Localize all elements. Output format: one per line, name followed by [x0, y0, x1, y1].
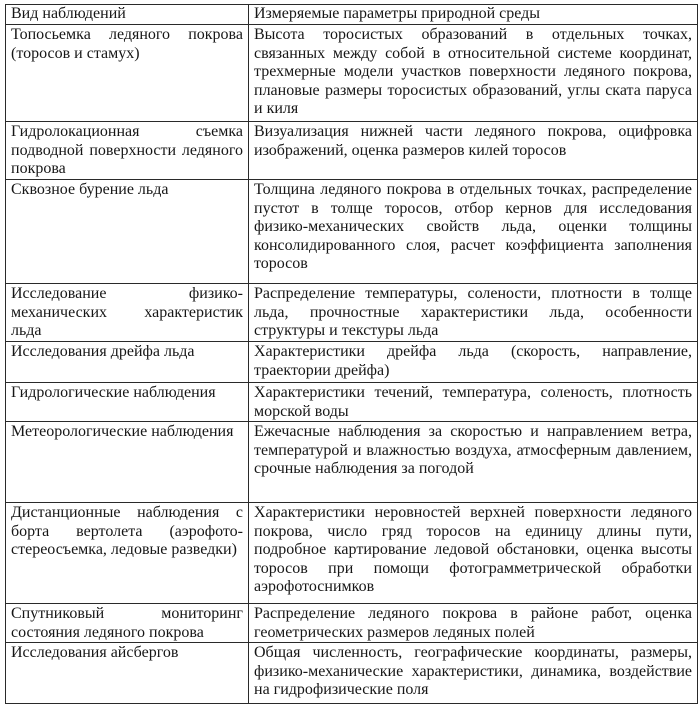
observation-type-cell: Метеорологические наблюдения [6, 422, 249, 503]
table-row [6, 383, 698, 422]
measured-params-cell: Характеристики дрейфа льда (скорость, направление, траектории дрейфа) [249, 342, 698, 383]
observation-type-cell: Исследования айсбергов [6, 643, 249, 704]
observation-type-cell: Исследования дрейфа льда [6, 342, 249, 383]
measured-params-cell: Высота торосистых образований в отдельных точках, связанных между собой в относительной системе координат, трехмерные модели участков поверхности ледяного покрова, плановые размеры торосистых образований, углы ската паруса и киля [249, 25, 698, 122]
observation-type-cell: Дистанционные наблюдения с борта вертолета (аэрофото-стереосъемка, ледовые разведки) [6, 503, 249, 604]
table-row [6, 25, 698, 122]
observation-type-cell: Спутниковый мониторинг состояния ледяного покрова [6, 604, 249, 643]
measured-params-cell: Распределение ледяного покрова в районе работ, оценка геометрических размеров ледяных полей [249, 604, 698, 643]
table-row [6, 422, 698, 503]
observation-type-cell: Сквозное бурение льда [6, 180, 249, 284]
observation-type-cell: Топосьемка ледяного покрова (торосов и стамух) [6, 25, 249, 122]
measured-params-cell: Ежечасные наблюдения за скоростью и направлением ветра, температурой и влажностью воздуха, атмосферным давлением, срочные наблюдения за погодой [249, 422, 698, 503]
table-row [6, 503, 698, 604]
observation-type-cell: Гидрологические наблюдения [6, 383, 249, 422]
observation-type-cell: Исследование физико-механических характеристик льда [6, 284, 249, 342]
table-row [6, 643, 698, 704]
measured-params-cell: Общая численность, географические координаты, размеры, физико-механические характеристики, динамика, воздействие на гидрофизические поля [249, 643, 698, 704]
header-measured-params: Измеряемые параметры природной среды [249, 5, 698, 25]
table-header-row [6, 5, 698, 25]
measured-params-cell: Визуализация нижней части ледяного покрова, оцифровка изображений, оценка размеров килей торосов [249, 122, 698, 180]
measured-params-cell: Толщина ледяного покрова в отдельных точках, распределение пустот в толще торосов, отбор кернов для исследования физико-механических свойств льда, оценки толщины консолидированного слоя, расчет коэффициента заполнения торосов [249, 180, 698, 284]
measured-params-cell: Характеристики неровностей верхней поверхности ледяного покрова, число гряд торосов на единицу длины пути, подробное картирование ледовой обстановки, оценка высоты торосов при помощи фотограмметрической обработки аэрофотоснимков [249, 503, 698, 604]
table-row [6, 604, 698, 643]
table-row [6, 342, 698, 383]
observation-type-cell: Гидролокационная съемка подводной поверхности ледяного покрова [6, 122, 249, 180]
header-observation-type: Вид наблюдений [6, 5, 249, 25]
table-row [6, 180, 698, 284]
measured-params-cell: Характеристики течений, температура, соленость, плотность морской воды [249, 383, 698, 422]
table-row [6, 122, 698, 180]
measured-params-cell: Распределение температуры, солености, плотности в толще льда, прочностные характеристики льда, особенности структуры и текстуры льда [249, 284, 698, 342]
observations-table [5, 4, 698, 704]
table-row [6, 284, 698, 342]
